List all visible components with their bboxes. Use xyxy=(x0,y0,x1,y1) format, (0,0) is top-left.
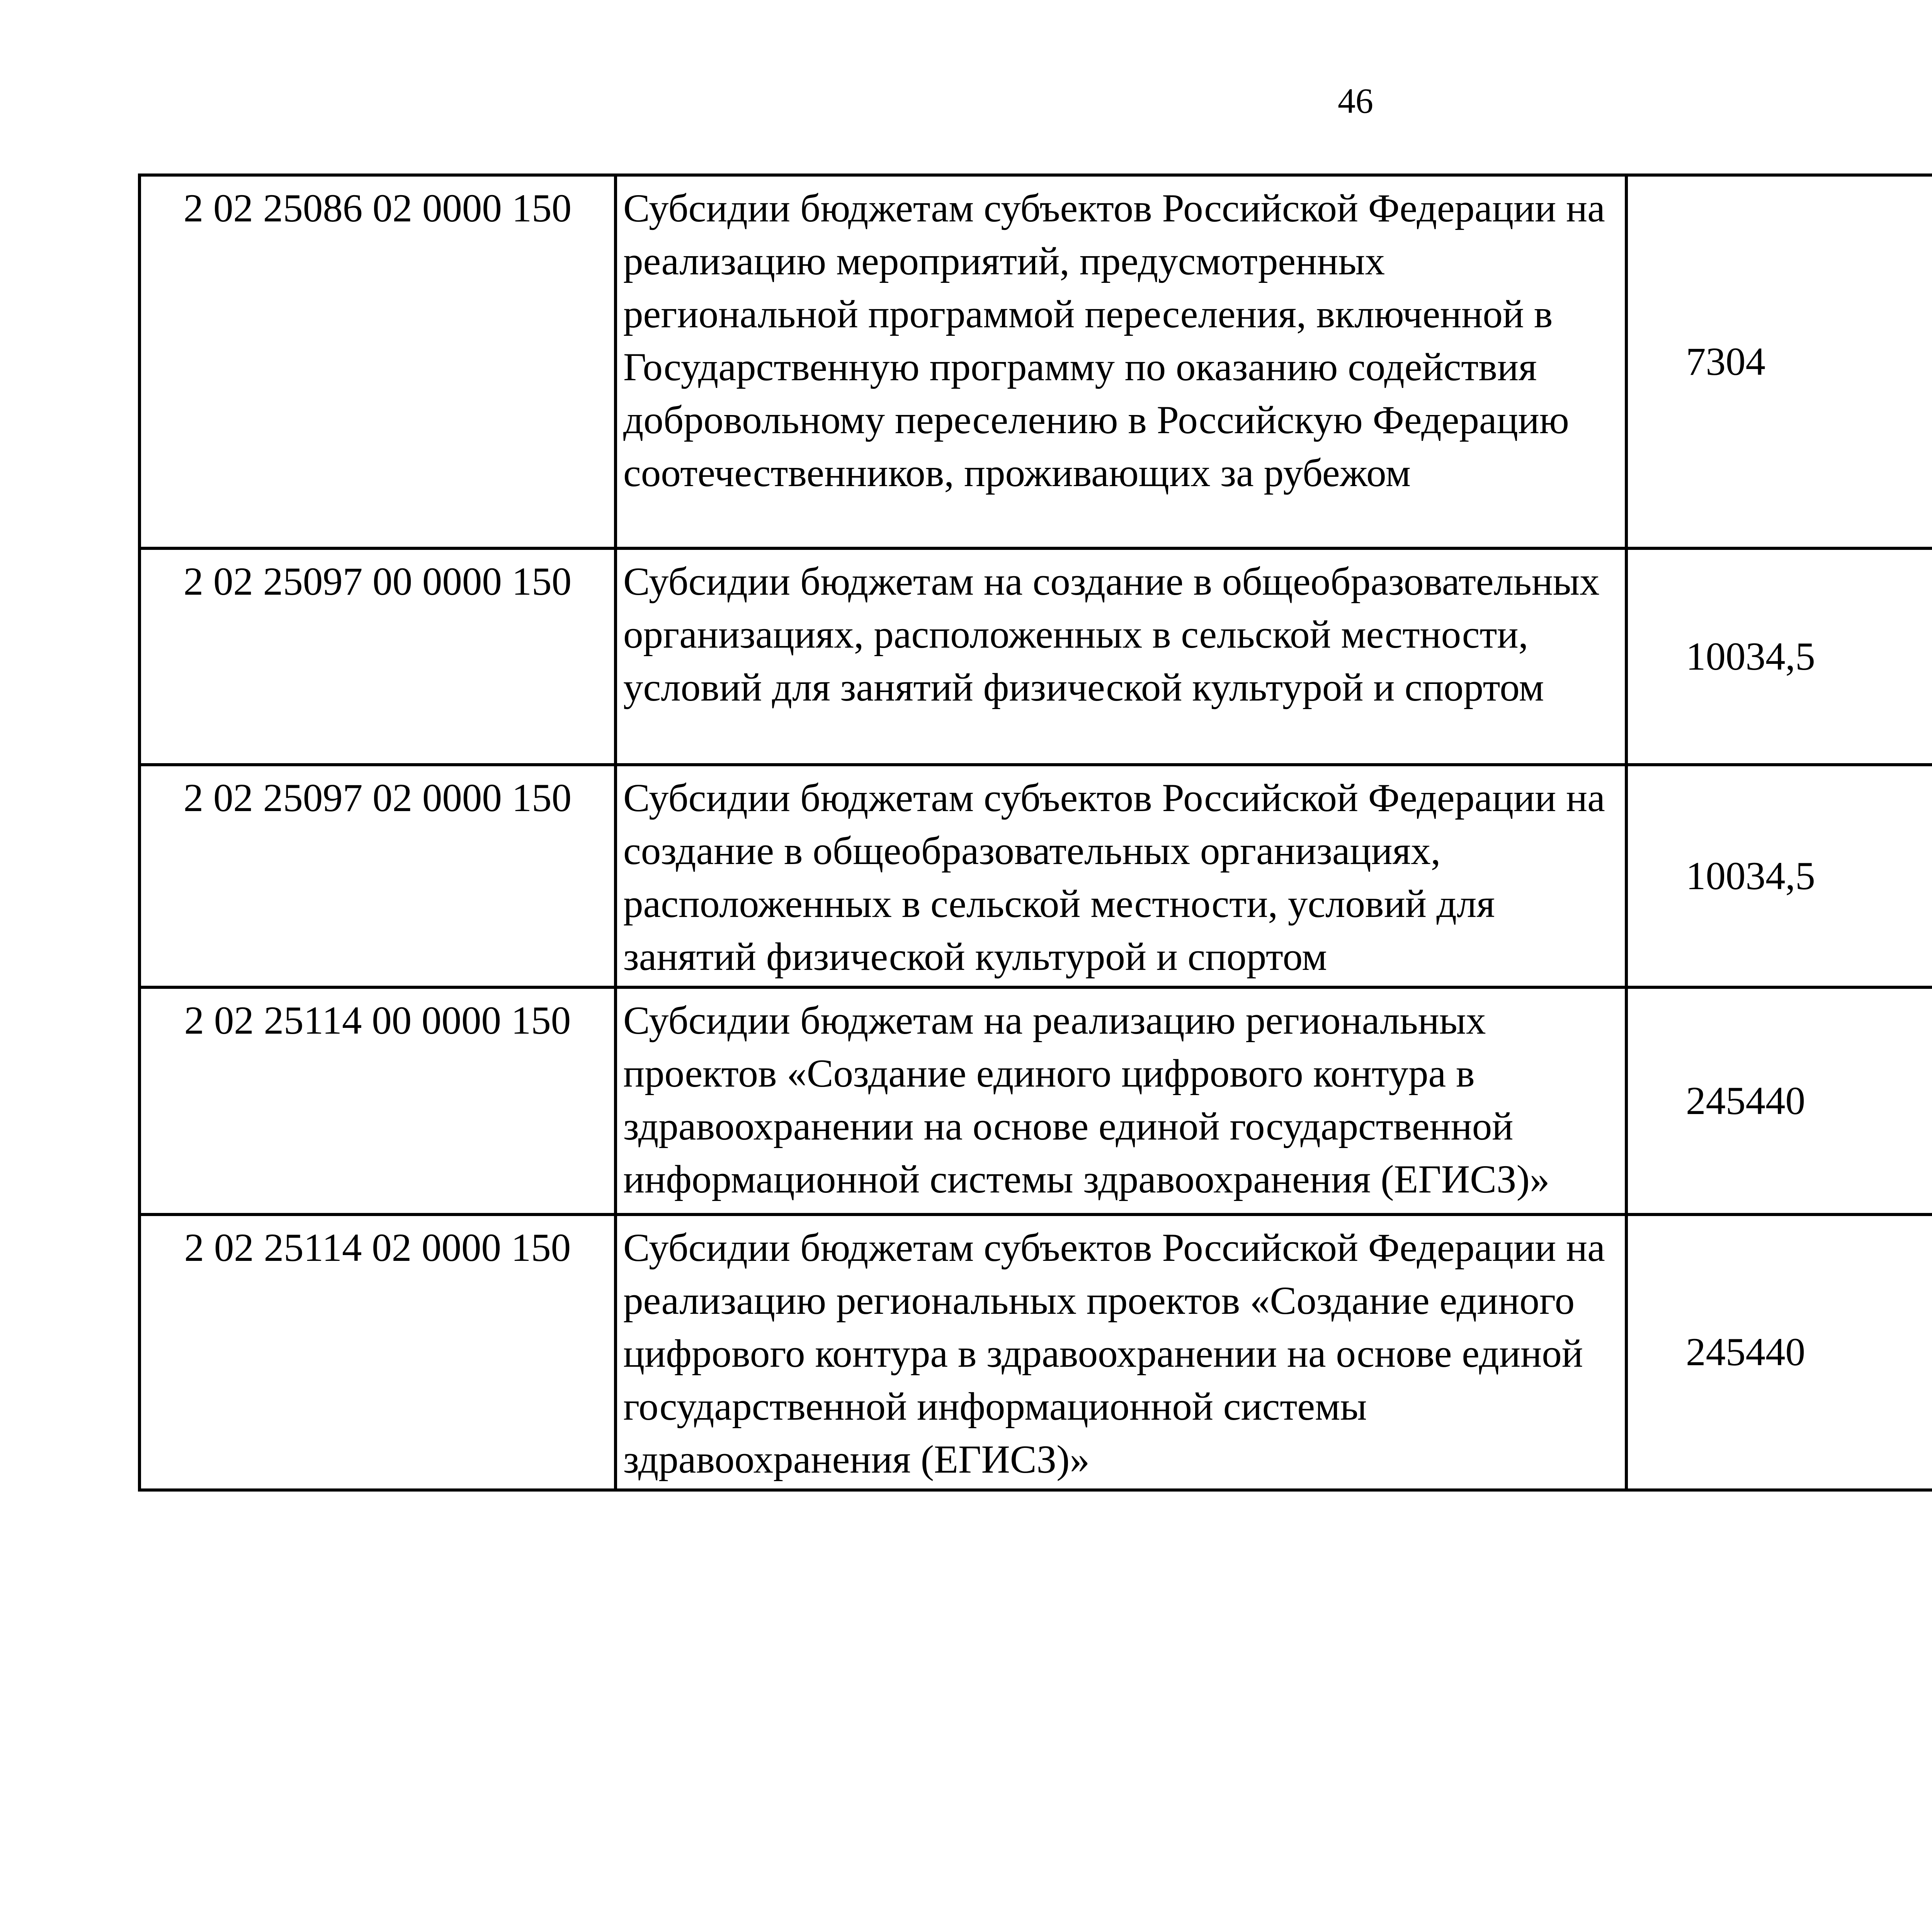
budget-code-cell: 2 02 25114 00 0000 150 xyxy=(139,987,616,1214)
description-cell: Субсидии бюджетам субъектов Российской Федерации на реализацию региональных проектов «Создание единого цифрового контура в здравоохранении на основе единой государственной информационной системы здравоохранения (ЕГИСЗ)» xyxy=(616,1214,1626,1490)
page-number: 46 xyxy=(1338,81,1373,121)
budget-code-cell: 2 02 25097 02 0000 150 xyxy=(139,765,616,987)
budget-table xyxy=(138,173,1932,1492)
value-cell-year-1: 10034,5 xyxy=(1626,765,1932,987)
table-row xyxy=(139,548,1932,765)
budget-code-cell: 2 02 25097 00 0000 150 xyxy=(139,548,616,765)
description-cell: Субсидии бюджетам на создание в общеобразовательных организациях, расположенных в сельской местности, условий для занятий физической культурой и спортом xyxy=(616,548,1626,765)
table-row xyxy=(139,1214,1932,1490)
budget-code-cell: 2 02 25086 02 0000 150 xyxy=(139,175,616,548)
value-cell-year-1: 7304 xyxy=(1626,175,1932,548)
description-cell: Субсидии бюджетам на реализацию региональных проектов «Создание единого цифрового контура в здравоохранении на основе единой государственной информационной системы здравоохранения (ЕГИСЗ)» xyxy=(616,987,1626,1214)
description-cell: Субсидии бюджетам субъектов Российской Федерации на создание в общеобразовательных организациях, расположенных в сельской местности, условий для занятий физической культурой и спортом xyxy=(616,765,1626,987)
value-cell-year-1: 245440 xyxy=(1626,1214,1932,1490)
description-cell: Субсидии бюджетам субъектов Российской Федерации на реализацию мероприятий, предусмотренных региональной программой переселения, включенной в Государственную программу по оказанию содействия добровольному переселению в Российскую Федерацию соотечественников, проживающих за рубежом xyxy=(616,175,1626,548)
value-cell-year-1: 10034,5 xyxy=(1626,548,1932,765)
value-cell-year-1: 245440 xyxy=(1626,987,1932,1214)
table-row xyxy=(139,765,1932,987)
table-row xyxy=(139,987,1932,1214)
table-row xyxy=(139,175,1932,548)
budget-code-cell: 2 02 25114 02 0000 150 xyxy=(139,1214,616,1490)
